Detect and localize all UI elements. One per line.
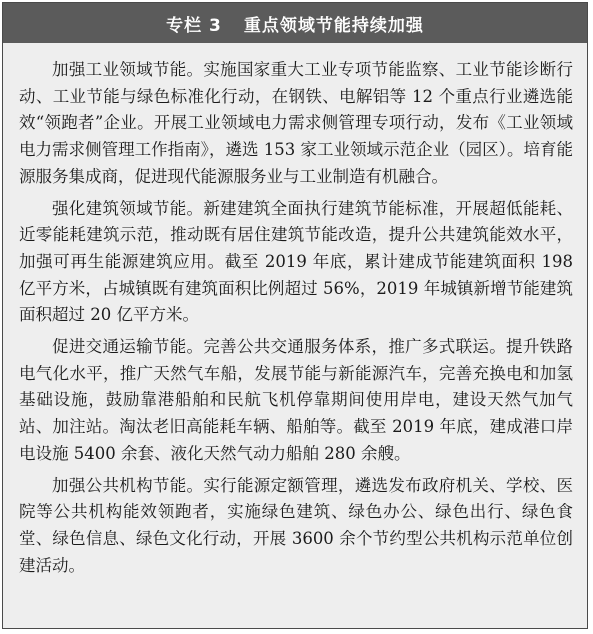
column-title [166,11,424,36]
column-box [2,2,588,629]
paragraph-industry: 加强工业领域节能。实施国家重大工业专项节能监察、工业节能诊断行动、工业节能与绿色标准化行动，在钢铁、电解铝等 12 个重点行业遴选能效“领跑者”企业。开展工业领域电力需求侧管理专项行动，发布《工业领域电力需求侧管理工作指南》，遴选 153 家工业领域示范企业（园区）。培育能源服务集成商，促进现代能源服务业与工业制造有机融合。 [19,60,573,186]
column-label: 专栏 3 [166,15,222,36]
paragraph-building: 强化建筑领域节能。新建建筑全面执行建筑节能标准，开展超低能耗、近零能耗建筑示范，推动既有居住建筑节能改造，提升公共建筑能效水平，加强可再生能源建筑应用。截至 2019 年底，累计建成节能建筑面积 198 亿平方米，占城镇既有建筑面积比例超过 56%，2019 年城镇新增节能建筑面积超过 20 亿平方米。 [19,198,573,325]
column-title-text: 重点领域节能持续加强 [243,15,424,36]
column-body [3,43,587,579]
paragraph-public-institutions: 加强公共机构节能。实行能源定额管理，遴选发布政府机关、学校、医院等公共机构能效领跑者，实施绿色建筑、绿色办公、绿色出行、绿色食堂、绿色信息、绿色文化行动，开展 3600 余个节约型公共机构示范单位创建活动。 [19,475,573,575]
column-header [3,3,587,43]
paragraph-transport: 促进交通运输节能。完善公共交通服务体系，推广多式联运。提升铁路电气化水平，推广天然气车船，发展节能与新能源汽车，完善充换电和加氢基础设施，鼓励靠港船舶和民航飞机停靠期间使用岸电，建设天然气加气站、加注站。淘汰老旧高能耗车辆、船舶等。截至 2019 年底，建成港口岸电设施 5400 余套、液化天然气动力船舶 280 余艘。 [19,337,573,463]
